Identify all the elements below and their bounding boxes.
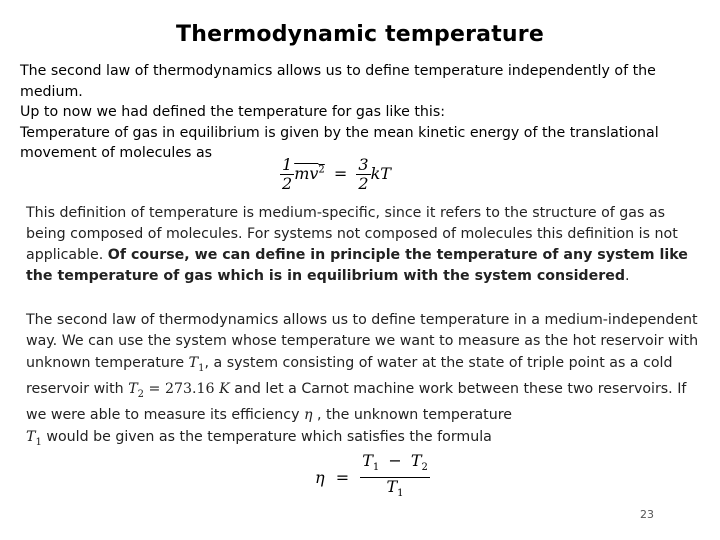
definition-end: .	[625, 268, 630, 284]
fraction-numerator: 1	[282, 155, 293, 174]
definition-bold-text: Of course, we can define in principle the temperature of any system like the temperature of gas which is in equilibrium with the system considered	[26, 247, 688, 284]
mean-kinetic-term: $mv^2$	[294, 164, 325, 183]
definition-paragraph	[26, 203, 702, 287]
intro-line-3: Temperature of gas in equilibrium is given by the mean kinetic energy of the translational movement of molecules as	[20, 124, 659, 161]
fraction-denominator: 2	[358, 174, 369, 193]
fraction-three-halves	[356, 156, 370, 193]
t2-value: = 273.16	[144, 381, 220, 398]
page-number: 23	[640, 508, 654, 521]
carnot-text-4: , the unknown temperature	[312, 407, 512, 424]
definition-text: This definition of temperature is medium-specific, since it refers to the structure of gas as being composed of molecules. For systems not composed of molecules this definition is not applicable.	[26, 205, 678, 263]
intro-text	[20, 61, 700, 164]
carnot-text-3: and let a Carnot machine work between these two reservoirs. If we were able to measure its efficiency	[26, 381, 687, 424]
t1-symbol-repeat: $T_1$	[26, 428, 42, 448]
slide-title: Thermodynamic temperature	[176, 22, 544, 47]
carnot-efficiency-formula	[315, 452, 430, 503]
eta-symbol: η	[303, 407, 313, 424]
thermal-energy-term: kT	[370, 164, 391, 183]
equals-sign: =	[333, 164, 348, 183]
carnot-paragraph	[26, 310, 702, 453]
intro-line-2: Up to now we had defined the temperature for gas like this:	[20, 104, 445, 120]
carnot-text-5: would be given as the temperature which satisfies the formula	[41, 428, 492, 445]
equals-sign: =	[335, 468, 350, 488]
efficiency-numerator: $T_1 - T_2$	[362, 451, 428, 474]
t1-symbol: $T_1$	[188, 354, 205, 374]
intro-line-1: The second law of thermodynamics allows us to define temperature independently of the medium.	[20, 63, 656, 100]
t2-symbol: $T_2$	[128, 381, 145, 400]
eta-symbol-formula: η	[315, 468, 325, 488]
carnot-text-2: , a system consisting of water at the state of triple point as a cold reservoir with	[26, 354, 673, 398]
efficiency-fraction	[360, 452, 430, 503]
fraction-one-half	[280, 156, 294, 193]
kelvin-symbol: K	[219, 381, 230, 398]
fraction-denominator: 2	[282, 174, 293, 193]
carnot-text-1: The second law of thermodynamics allows us to define temperature in a medium-independent way. We can use the system whose temperature we want to measure as the hot reservoir with unknown temperature	[26, 312, 699, 371]
efficiency-denominator: $T_1$	[360, 477, 430, 503]
fraction-numerator: 3	[358, 155, 369, 174]
kinetic-energy-formula	[280, 156, 391, 193]
